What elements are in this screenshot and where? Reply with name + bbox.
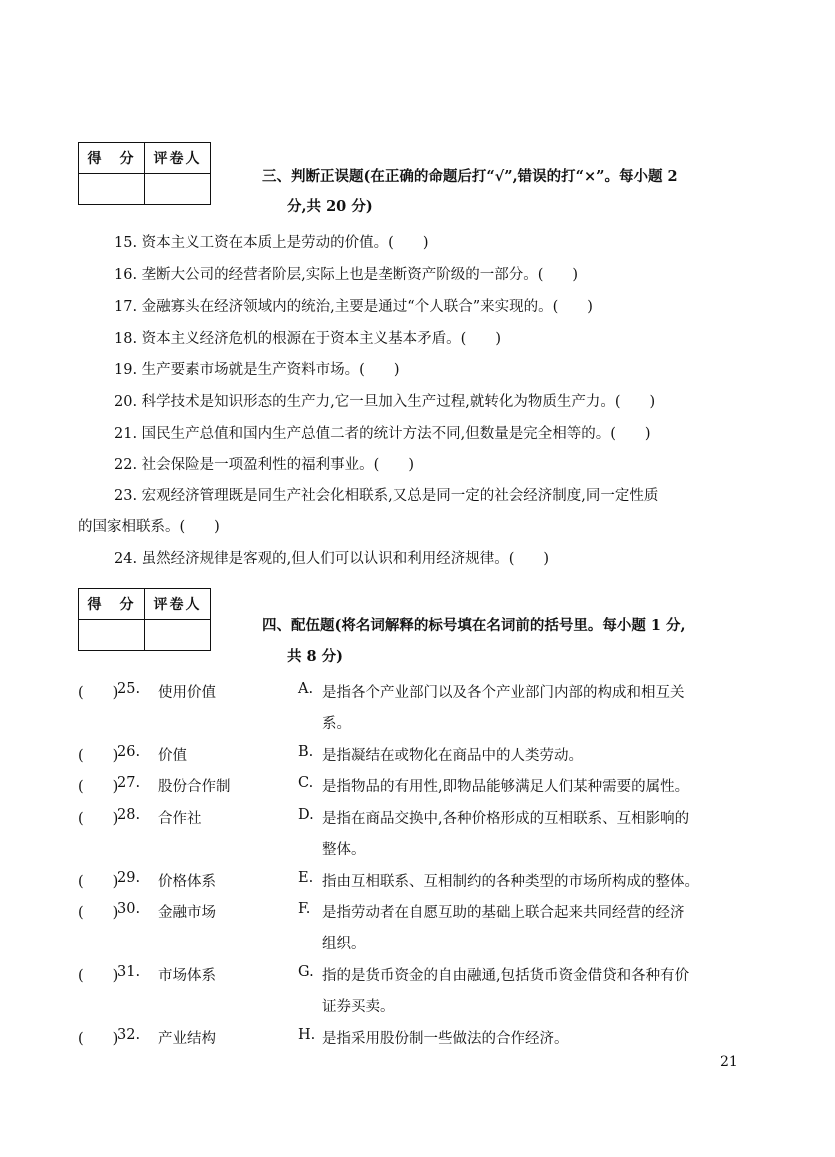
grader-cell[interactable] (145, 174, 211, 205)
term-name: 股份合作制 (158, 779, 231, 795)
answer-blank-27[interactable]: ( ) (78, 779, 119, 795)
term-name: 金融市场 (158, 905, 216, 921)
definition-letter: D. (298, 807, 314, 823)
term-number: 31. (117, 964, 141, 980)
definition-text-cont: 整体。 (322, 842, 366, 858)
answer-blank-25[interactable]: ( ) (78, 685, 119, 701)
term-name: 价值 (158, 748, 187, 764)
question-20: 20. 科学技术是知识形态的生产力,它一旦加入生产过程,就转化为物质生产力。( ) (114, 394, 656, 410)
definition-letter: H. (298, 1027, 316, 1043)
definition-letter: A. (298, 681, 314, 697)
term-number: 26. (117, 744, 141, 760)
grader-cell[interactable] (145, 620, 211, 651)
definition-text: 是指在商品交换中,各种价格形成的互相联系、互相影响的 (322, 811, 690, 827)
term-number: 29. (117, 870, 141, 886)
definition-text: 是指各个产业部门以及各个产业部门内部的构成和相互关 (322, 685, 685, 701)
grader-label: 评卷人 (145, 143, 211, 174)
term-name: 价格体系 (158, 874, 216, 890)
score-label: 得 分 (79, 143, 145, 174)
definition-text: 指由互相联系、互相制约的各种类型的市场所构成的整体。 (322, 874, 699, 890)
question-23-cont: 的国家相联系。( ) (78, 519, 220, 535)
answer-blank-30[interactable]: ( ) (78, 905, 119, 921)
score-table-section3 (78, 142, 211, 205)
section4-title-line2: 共 8 分) (287, 648, 344, 665)
question-21: 21. 国民生产总值和国内生产总值二者的统计方法不同,但数量是完全相等的。( ) (114, 426, 651, 442)
term-number: 32. (117, 1027, 141, 1043)
score-table-section4 (78, 588, 211, 651)
definition-text: 是指劳动者在自愿互助的基础上联合起来共同经营的经济 (322, 905, 685, 921)
question-23: 23. 宏观经济管理既是同生产社会化相联系,又总是同一定的社会经济制度,同一定性质 (114, 488, 659, 504)
question-15: 15. 资本主义工资在本质上是劳动的价值。( ) (114, 235, 429, 251)
definition-letter: C. (298, 775, 314, 791)
grader-label: 评卷人 (145, 589, 211, 620)
score-label: 得 分 (79, 589, 145, 620)
question-18: 18. 资本主义经济危机的根源在于资本主义基本矛盾。( ) (114, 331, 501, 347)
term-number: 28. (117, 807, 141, 823)
section3-title-line2: 分,共 20 分) (287, 198, 373, 215)
definition-letter: G. (298, 964, 314, 980)
term-name: 使用价值 (158, 685, 216, 701)
answer-blank-31[interactable]: ( ) (78, 968, 119, 984)
definition-letter: E. (298, 870, 314, 886)
question-22: 22. 社会保险是一项盈利性的福利事业。( ) (114, 457, 414, 473)
term-number: 25. (117, 681, 141, 697)
definition-text-cont: 系。 (322, 716, 351, 732)
term-number: 27. (117, 775, 141, 791)
definition-text: 是指物品的有用性,即物品能够满足人们某种需要的属性。 (322, 779, 690, 795)
term-name: 市场体系 (158, 968, 216, 984)
page-number: 21 (720, 1054, 738, 1070)
answer-blank-26[interactable]: ( ) (78, 748, 119, 764)
question-24: 24. 虽然经济规律是客观的,但人们可以认识和利用经济规律。( ) (114, 551, 550, 567)
term-name: 产业结构 (158, 1031, 216, 1047)
answer-blank-29[interactable]: ( ) (78, 874, 119, 890)
definition-letter: F. (298, 901, 311, 917)
term-name: 合作社 (158, 811, 202, 827)
section4-title-line1: 四、配伍题(将名词解释的标号填在名词前的括号里。每小题 1 分, (262, 617, 686, 634)
question-17: 17. 金融寡头在经济领域内的统治,主要是通过“个人联合”来实现的。( ) (114, 299, 593, 315)
score-cell[interactable] (79, 620, 145, 651)
definition-text: 是指凝结在或物化在商品中的人类劳动。 (322, 748, 583, 764)
question-19: 19. 生产要素市场就是生产资料市场。( ) (114, 362, 400, 378)
term-number: 30. (117, 901, 141, 917)
section3-title-line1: 三、判断正误题(在正确的命题后打“√”,错误的打“×”。每小题 2 (262, 168, 678, 185)
score-cell[interactable] (79, 174, 145, 205)
definition-letter: B. (298, 744, 314, 760)
answer-blank-28[interactable]: ( ) (78, 811, 119, 827)
definition-text: 指的是货币资金的自由融通,包括货币资金借贷和各种有价 (322, 968, 690, 984)
answer-blank-32[interactable]: ( ) (78, 1031, 119, 1047)
definition-text-cont: 组织。 (322, 936, 366, 952)
definition-text-cont: 证券买卖。 (322, 999, 395, 1015)
question-16: 16. 垄断大公司的经营者阶层,实际上也是垄断资产阶级的一部分。( ) (114, 267, 579, 283)
definition-text: 是指采用股份制一些做法的合作经济。 (322, 1031, 569, 1047)
